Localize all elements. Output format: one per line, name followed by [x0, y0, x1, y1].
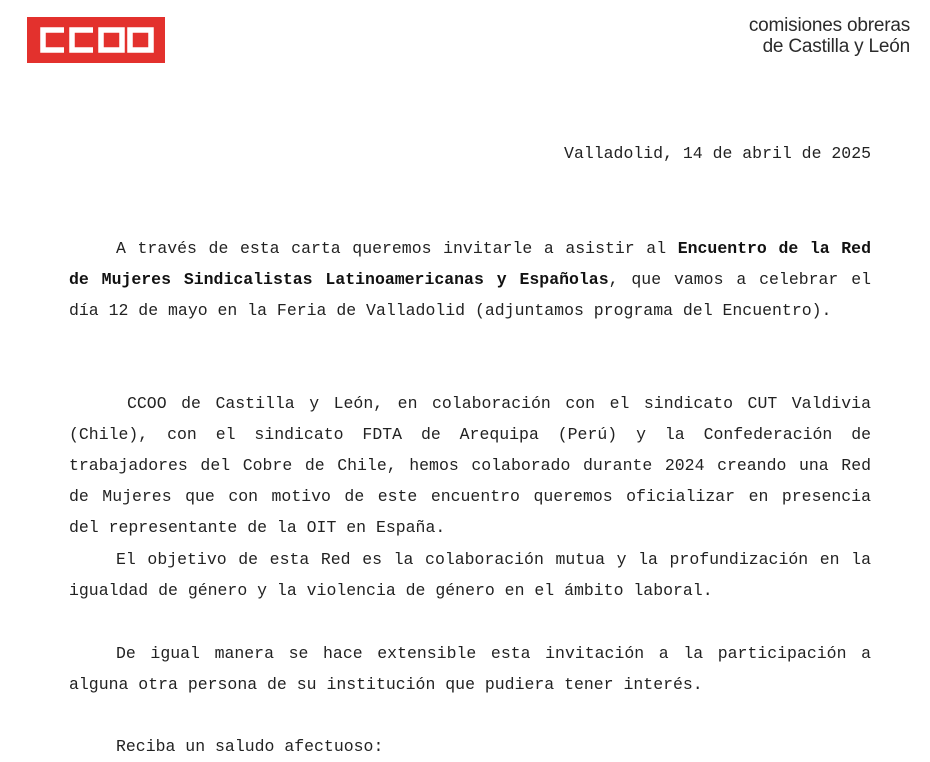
paragraph-invitation	[69, 233, 871, 326]
paragraph-collaboration: CCOO de Castilla y León, en colaboración con el sindicato CUT Valdivia (Chile), con el sindicato FDTA de Arequipa (Perú) y la Confederación de trabajadores del Cobre de Chile, hemos colaborado durante 2024 creando una Red de Mujeres que con motivo de este encuentro queremos oficializar en presencia del representante de la OIT en España.	[69, 394, 871, 537]
paragraph-extension: De igual manera se hace extensible esta invitación a la participación a alguna otra persona de su institución que pudiera tener interés.	[69, 644, 871, 694]
org-name-line-2: de Castilla y León	[762, 36, 910, 57]
paragraph-invitation-details: , que vamos a celebrar el día 12 de mayo en la Feria de Valladolid (adjuntamos programa del Encuentro).	[69, 270, 871, 320]
letter-date: Valladolid, 14 de abril de 2025	[564, 144, 871, 163]
org-name-line-1: comisiones obreras	[748, 15, 910, 36]
paragraph-objective: El objetivo de esta Red es la colaboración mutua y la profundización en la igualdad de género y la violencia de género en el ámbito laboral.	[69, 550, 871, 600]
organization-name	[749, 15, 910, 57]
event-name: Encuentro de la Red de Mujeres Sindicalistas Latinoamericanas y Españolas	[69, 239, 871, 289]
ccoo-logo	[27, 17, 165, 63]
paragraph-invitation-intro: A través de esta carta queremos invitarle a asistir al	[116, 239, 678, 258]
closing-greeting: Reciba un saludo afectuoso:	[116, 737, 384, 756]
